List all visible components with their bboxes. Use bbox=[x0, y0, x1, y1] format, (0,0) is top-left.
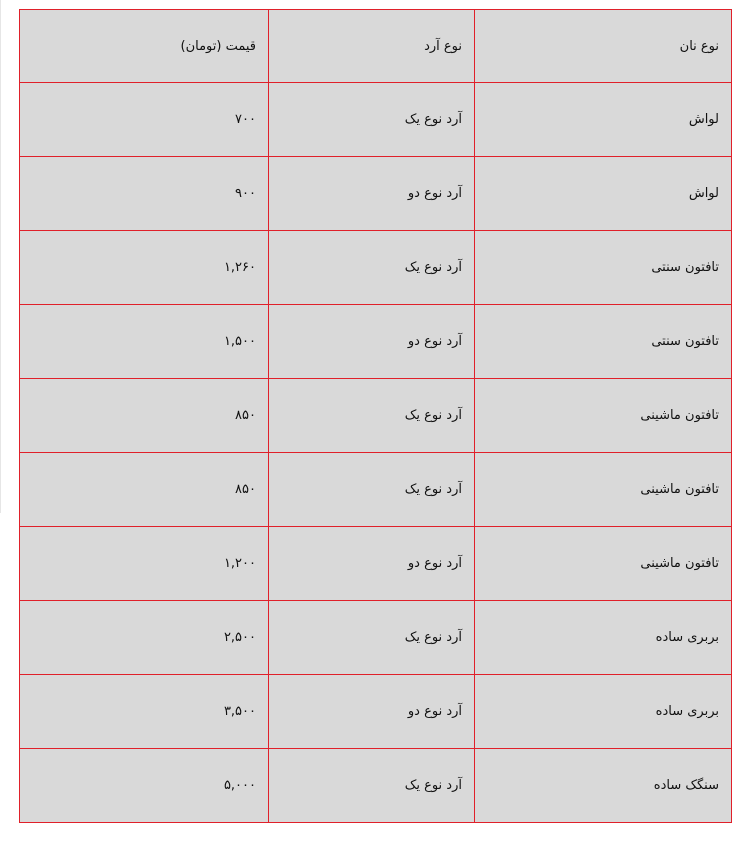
cell-flour-type: آرد نوع یک bbox=[269, 83, 475, 157]
header-flour-type: نوع آرد bbox=[269, 10, 475, 83]
cell-bread-type: تافتون ماشینی bbox=[475, 527, 732, 601]
table-row bbox=[20, 379, 732, 453]
cell-flour-type: آرد نوع یک bbox=[269, 231, 475, 305]
cell-bread-type: تافتون سنتی bbox=[475, 305, 732, 379]
bread-price-table bbox=[19, 9, 732, 823]
table-row bbox=[20, 601, 732, 675]
cell-flour-type: آرد نوع دو bbox=[269, 527, 475, 601]
cell-bread-type: تافتون ماشینی bbox=[475, 453, 732, 527]
cell-price: ۲,۵۰۰ bbox=[20, 601, 269, 675]
cell-flour-type: آرد نوع یک bbox=[269, 749, 475, 823]
header-price: قیمت (تومان) bbox=[20, 10, 269, 83]
table-header-row bbox=[20, 10, 732, 83]
table-row bbox=[20, 231, 732, 305]
cell-flour-type: آرد نوع دو bbox=[269, 675, 475, 749]
table-row bbox=[20, 305, 732, 379]
cell-flour-type: آرد نوع دو bbox=[269, 157, 475, 231]
table-row bbox=[20, 675, 732, 749]
cell-bread-type: سنگک ساده bbox=[475, 749, 732, 823]
table-row bbox=[20, 453, 732, 527]
cell-price: ۷۰۰ bbox=[20, 83, 269, 157]
table-row bbox=[20, 83, 732, 157]
cell-price: ۹۰۰ bbox=[20, 157, 269, 231]
cell-bread-type: بربری ساده bbox=[475, 601, 732, 675]
cell-price: ۱,۲۰۰ bbox=[20, 527, 269, 601]
cell-flour-type: آرد نوع دو bbox=[269, 305, 475, 379]
cell-price: ۵,۰۰۰ bbox=[20, 749, 269, 823]
cell-price: ۱,۵۰۰ bbox=[20, 305, 269, 379]
cell-bread-type: بربری ساده bbox=[475, 675, 732, 749]
cell-bread-type: تافتون سنتی bbox=[475, 231, 732, 305]
cell-price: ۸۵۰ bbox=[20, 453, 269, 527]
page-edge-rule bbox=[0, 0, 1, 513]
table-row bbox=[20, 157, 732, 231]
cell-bread-type: لواش bbox=[475, 83, 732, 157]
cell-price: ۳,۵۰۰ bbox=[20, 675, 269, 749]
cell-price: ۸۵۰ bbox=[20, 379, 269, 453]
cell-flour-type: آرد نوع یک bbox=[269, 601, 475, 675]
table-row bbox=[20, 527, 732, 601]
cell-bread-type: لواش bbox=[475, 157, 732, 231]
cell-flour-type: آرد نوع یک bbox=[269, 453, 475, 527]
cell-price: ۱,۲۶۰ bbox=[20, 231, 269, 305]
price-table-container bbox=[19, 9, 731, 823]
cell-flour-type: آرد نوع یک bbox=[269, 379, 475, 453]
header-bread-type: نوع نان bbox=[475, 10, 732, 83]
cell-bread-type: تافتون ماشینی bbox=[475, 379, 732, 453]
table-row bbox=[20, 749, 732, 823]
